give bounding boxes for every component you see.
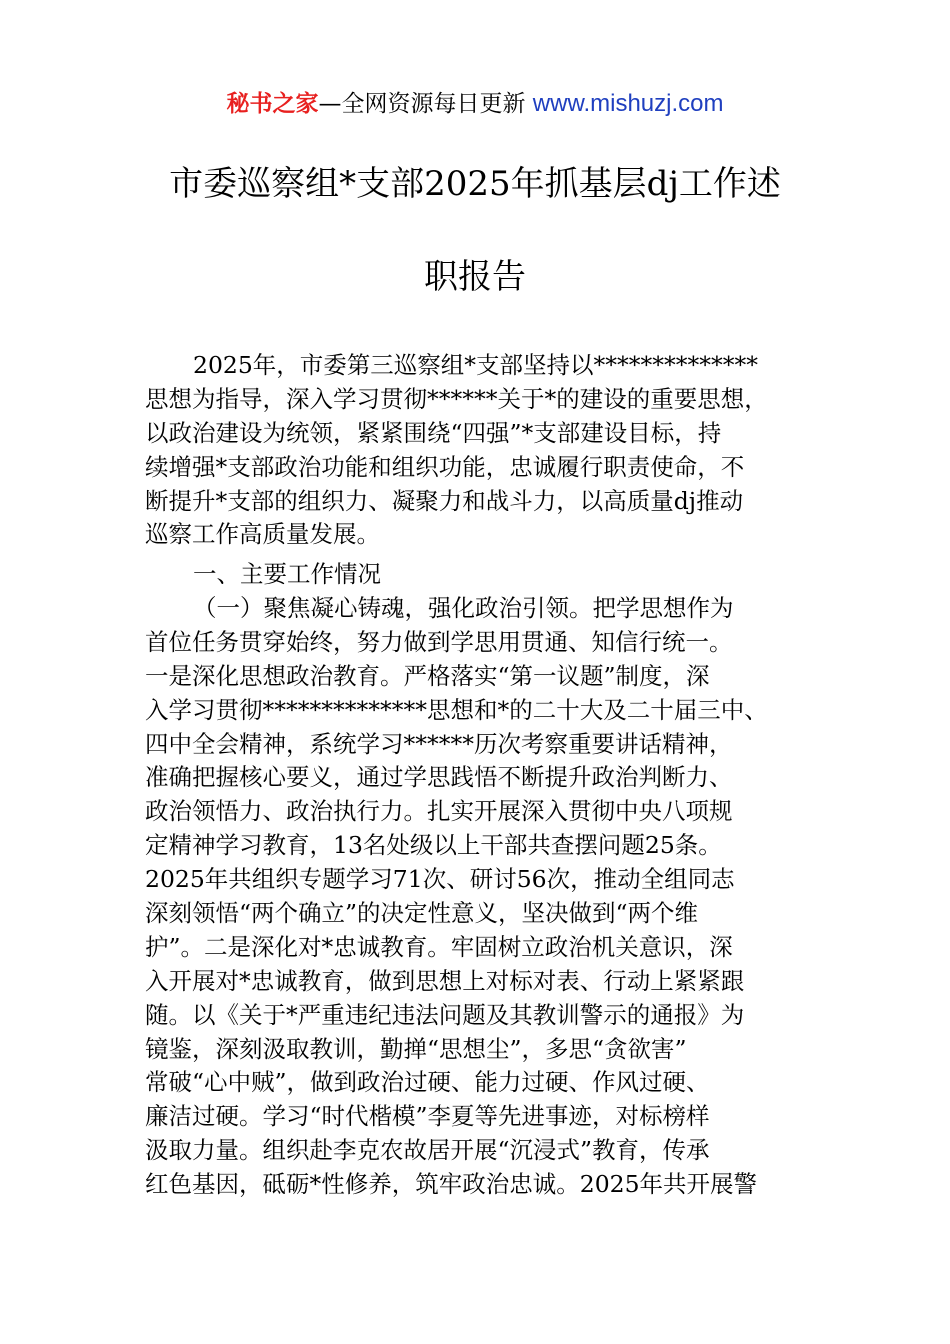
text-line: 入学习贯彻**************思想和*的二十大及二十届三中、 — [145, 695, 768, 724]
brand-name: 秘书之家 — [226, 91, 319, 117]
text-line: 首位任务贯穿始终，努力做到学思用贯通、知信行统一。 — [145, 627, 733, 656]
paragraph-section-1-1 — [145, 592, 835, 1202]
paragraph-intro — [145, 349, 835, 552]
text-line: 巡察工作高质量发展。 — [145, 520, 380, 549]
section-heading-text: 一、主要工作情况 — [193, 560, 381, 588]
text-line: 政治领悟力、政治执行力。扎实开展深入贯彻中央八项规 — [145, 797, 733, 826]
text-line: 随。以《关于*严重违纪违法问题及其教训警示的通报》为 — [145, 1000, 745, 1029]
section-heading-1 — [145, 558, 835, 592]
document-title-line-2: 职报告 — [424, 257, 526, 297]
text-line: 续增强*支部政治功能和组织功能，忠诚履行职责使命，不 — [145, 452, 745, 481]
text-line: 常破“心中贼”，做到政治过硬、能力过硬、作风过硬、 — [145, 1068, 710, 1097]
text-line: 护”。二是深化对*忠诚教育。牢固树立政治机关意识，深 — [145, 932, 733, 961]
text-line: 汲取力量。组织赴李克农故居开展“沉浸式”教育，传承 — [145, 1136, 710, 1165]
text-line: 红色基因，砥砺*性修养，筑牢政治忠诚。2025年共开展警 — [145, 1170, 758, 1199]
text-line: 深刻领悟“两个确立”的决定性意义，坚决做到“两个维 — [145, 899, 699, 928]
text-line: （一）聚焦凝心铸魂，强化政治引领。把学思想作为 — [193, 594, 734, 622]
site-url-link[interactable]: www.mishuzj.com — [532, 90, 724, 117]
text-line: 断提升*支部的组织力、凝聚力和战斗力，以高质量dj推动 — [145, 486, 744, 515]
site-header — [0, 86, 950, 122]
text-line: 一是深化思想政治教育。严格落实“第一议题”制度，深 — [145, 661, 710, 690]
text-line: 2025年共组织专题学习71次、研讨56次，推动全组同志 — [145, 865, 735, 894]
text-line: 四中全会精神，系统学习******历次考察重要讲话精神， — [145, 729, 733, 758]
text-line: 思想为指导，深入学习贯彻******关于*的建设的重要思想， — [145, 384, 768, 413]
text-line: 廉洁过硬。学习“时代楷模”李夏等先进事迹，对标榜样 — [145, 1102, 710, 1131]
text-line: 以政治建设为统领，紧紧围绕“四强”*支部建设目标，持 — [145, 418, 722, 447]
text-line: 定精神学习教育，13名处级以上干部共查摆问题25条。 — [145, 831, 722, 860]
text-line: 准确把握核心要义，通过学思践悟不断提升政治判断力、 — [145, 763, 733, 792]
header-tagline: —全网资源每日更新 — [318, 91, 533, 117]
text-line: 镜鉴，深刻汲取教训，勤掸“思想尘”，多思“贪欲害” — [145, 1034, 687, 1063]
text-line: 入开展对*忠诚教育，做到思想上对标对表、行动上紧紧跟 — [145, 966, 745, 995]
text-line: 2025年，市委第三巡察组*支部坚持以************** — [193, 351, 759, 379]
document-title-line-1: 市委巡察组*支部2025年抓基层dj工作述 — [169, 164, 781, 204]
